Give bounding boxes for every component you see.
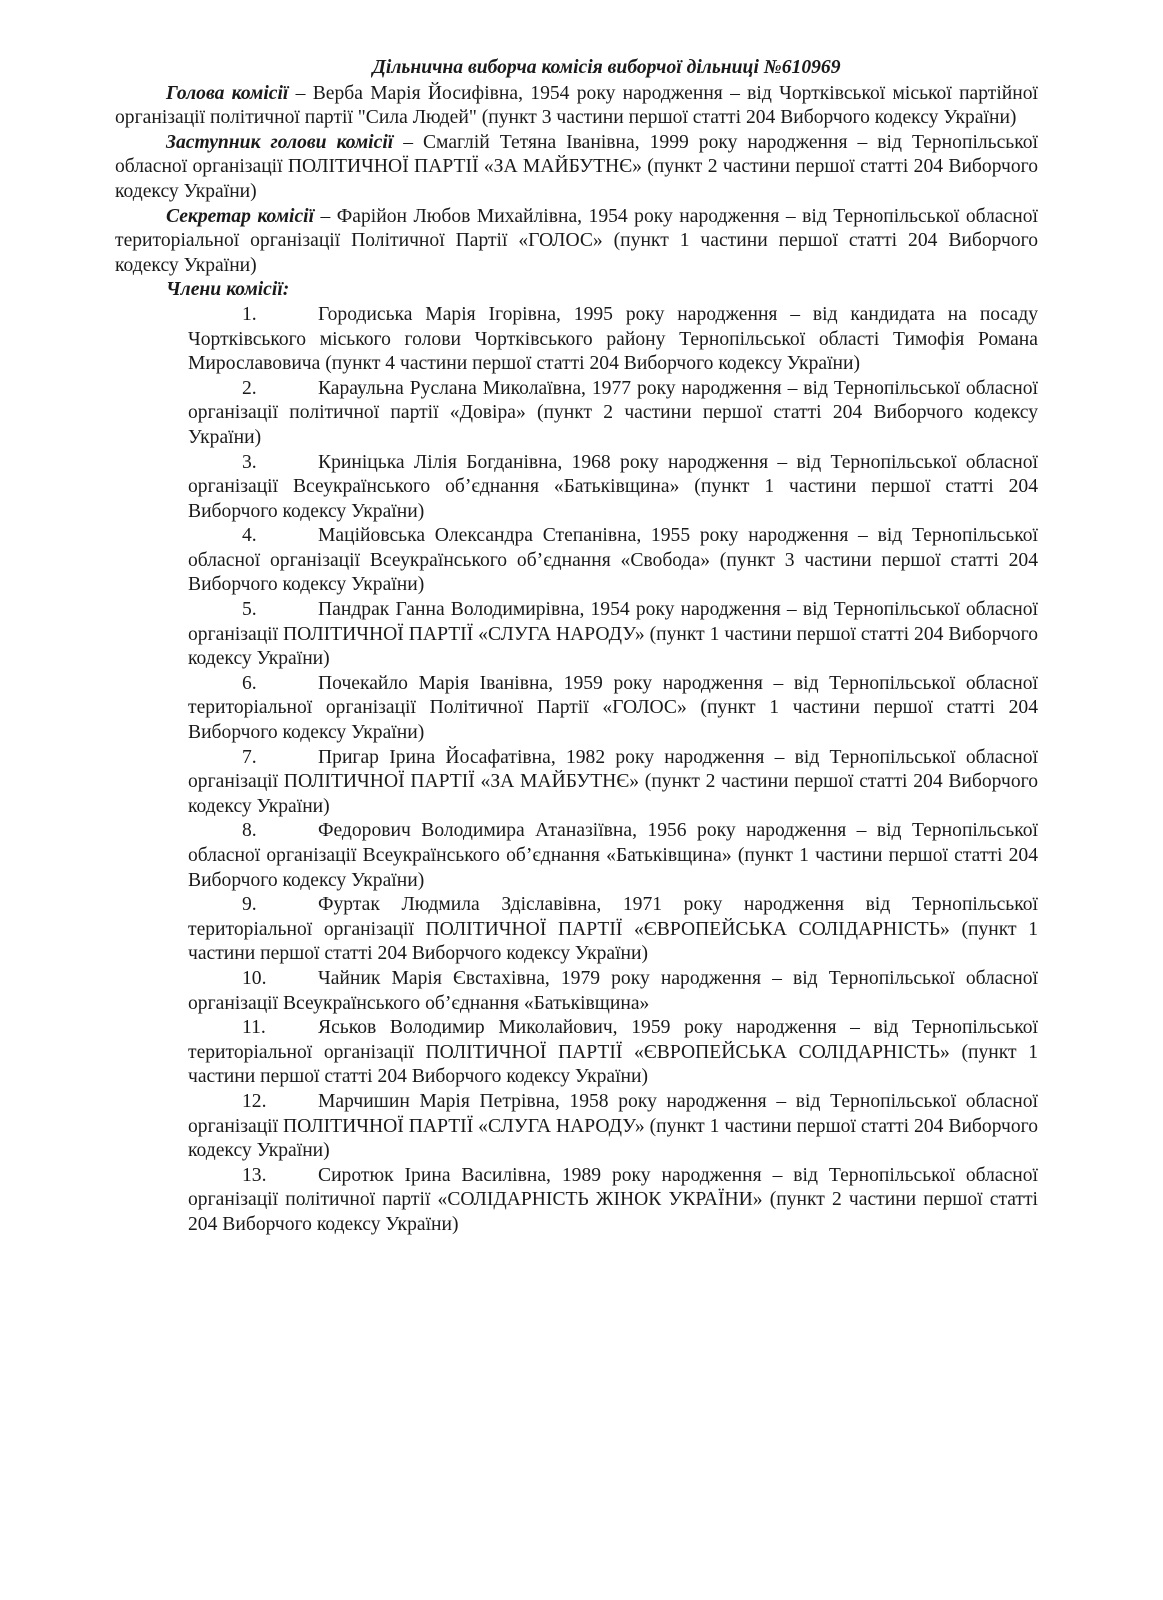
- list-item: [188, 819, 1038, 893]
- item-text: Городиська Марія Ігорівна, 1995 року народження – від кандидата на посаду Чортківського міського голови Чортківського району Тернопільської області Тимофія Романа Мирославовича (пункт 4 частини першої статті 204 Виборчого кодексу України): [188, 303, 1038, 375]
- officer-details: – Верба Марія Йосифівна, 1954 року народження – від Чортківської міської партійної організації політичної партії "Сила Людей" (пункт 3 частини першої статті 204 Виборчого кодексу України): [115, 82, 1039, 129]
- item-number: 3.: [242, 451, 257, 473]
- item-text: Пригар Ірина Йосафатівна, 1982 року народження – від Тернопільської обласної організації ПОЛІТИЧНОЇ ПАРТІЇ «ЗА МАЙБУТНЄ» (пункт 2 частини першої статті 204 Виборчого кодексу України): [188, 746, 1038, 817]
- item-number: 1.: [242, 303, 257, 325]
- item-number: 5.: [242, 599, 257, 621]
- officer-chairman: [115, 82, 1038, 131]
- item-number: 13.: [242, 1164, 267, 1186]
- officer-secretary: [115, 205, 1038, 279]
- item-number: 11.: [242, 1017, 266, 1039]
- members-heading: Члени комісії:: [166, 279, 290, 301]
- officer-role: Заступник голови комісії: [166, 131, 394, 153]
- item-text: Чайник Марія Євстахівна, 1979 року народження – від Тернопільської обласної організації Всеукраїнського об’єднання «Батьківщина»: [188, 967, 1038, 1014]
- item-number: 6.: [242, 672, 257, 694]
- list-item: [188, 967, 1038, 1016]
- list-item: [188, 524, 1038, 598]
- list-item: [188, 893, 1038, 967]
- item-number: 4.: [242, 525, 257, 547]
- list-item: [188, 1164, 1038, 1238]
- list-item: [188, 377, 1038, 451]
- item-number: 8.: [242, 820, 257, 842]
- officer-details: – Фарійон Любов Михайлівна, 1954 року народження – від Тернопільської обласної територіальної організації Політичної Партії «ГОЛОС» (пункт 1 частини першої статті 204 Виборчого кодексу України): [115, 205, 1038, 276]
- item-text: Почекайло Марія Іванівна, 1959 року народження – від Тернопільської обласної територіальної організації Політичної Партії «ГОЛОС» (пункт 1 частини першої статті 204 Виборчого кодексу України): [188, 672, 1038, 744]
- item-text: Федорович Володимира Атаназіївна, 1956 року народження – від Тернопільської обласної організації Всеукраїнського об’єднання «Батьківщина» (пункт 1 частини першої статті 204 Виборчого кодексу України): [188, 820, 1038, 891]
- officer-details: – Смаглій Тетяна Іванівна, 1999 року народження – від Тернопільської обласної організації ПОЛІТИЧНОЇ ПАРТІЇ «ЗА МАЙБУТНЄ» (пункт 2 частини першої статті 204 Виборчого кодексу України): [115, 131, 1038, 202]
- item-text: Караульна Руслана Миколаївна, 1977 року народження – від Тернопільської обласної організації політичної партії «Довіра» (пункт 2 частини першої статті 204 Виборчого кодексу України): [188, 377, 1038, 448]
- item-text: Сиротюк Ірина Василівна, 1989 року народження – від Тернопільської обласної організації політичної партії «СОЛІДАРНІСТЬ ЖІНОК УКРАЇНИ» (пункт 2 частини першої статті 204 Виборчого кодексу України): [188, 1164, 1038, 1235]
- item-text: Пандрак Ганна Володимирівна, 1954 року народження – від Тернопільської обласної організації ПОЛІТИЧНОЇ ПАРТІЇ «СЛУГА НАРОДУ» (пункт 1 частини першої статті 204 Виборчого кодексу України): [188, 599, 1038, 670]
- list-item: [188, 746, 1038, 820]
- list-item: [188, 1016, 1038, 1090]
- item-number: 9.: [242, 894, 257, 916]
- list-item: [188, 1090, 1038, 1164]
- item-text: Марчишин Марія Петрівна, 1958 року народження – від Тернопільської обласної організації ПОЛІТИЧНОЇ ПАРТІЇ «СЛУГА НАРОДУ» (пункт 1 частини першої статті 204 Виборчого кодексу України): [188, 1090, 1038, 1162]
- list-item: [188, 451, 1038, 525]
- item-text: Яськов Володимир Миколайович, 1959 року народження – від Тернопільської територіальної організації ПОЛІТИЧНОЇ ПАРТІЇ «ЄВРОПЕЙСЬКА СОЛІДАРНІСТЬ» (пункт 1 частини першої статті 204 Виборчого кодексу України): [188, 1017, 1038, 1088]
- document-title: Дільнична виборча комісія виборчої дільниці №610969: [372, 57, 841, 78]
- list-item: [188, 598, 1038, 672]
- list-item: [188, 672, 1038, 746]
- list-item: [188, 303, 1038, 377]
- item-number: 12.: [242, 1090, 267, 1112]
- item-text: Криніцька Лілія Богданівна, 1968 року народження – від Тернопільської обласної організації Всеукраїнського об’єднання «Батьківщина» (пункт 1 частини першої статті 204 Виборчого кодексу України): [188, 451, 1038, 522]
- item-text: Маційовська Олександра Степанівна, 1955 року народження – від Тернопільської обласної організації Всеукраїнського об’єднання «Свобода» (пункт 3 частини першої статті 204 Виборчого кодексу України): [188, 525, 1038, 596]
- officer-deputy: [115, 131, 1038, 205]
- members-list: [115, 303, 1038, 1238]
- item-number: 2.: [242, 377, 257, 399]
- item-number: 7.: [242, 746, 257, 768]
- item-number: 10.: [242, 967, 267, 989]
- officer-role: Голова комісії: [166, 82, 289, 104]
- officer-role: Секретар комісії: [166, 205, 315, 227]
- item-text: Фуртак Людмила Здіславівна, 1971 року народження від Тернопільської територіальної організації ПОЛІТИЧНОЇ ПАРТІЇ «ЄВРОПЕЙСЬКА СОЛІДАРНІСТЬ» (пункт 1 частини першої статті 204 Виборчого кодексу України): [188, 894, 1038, 965]
